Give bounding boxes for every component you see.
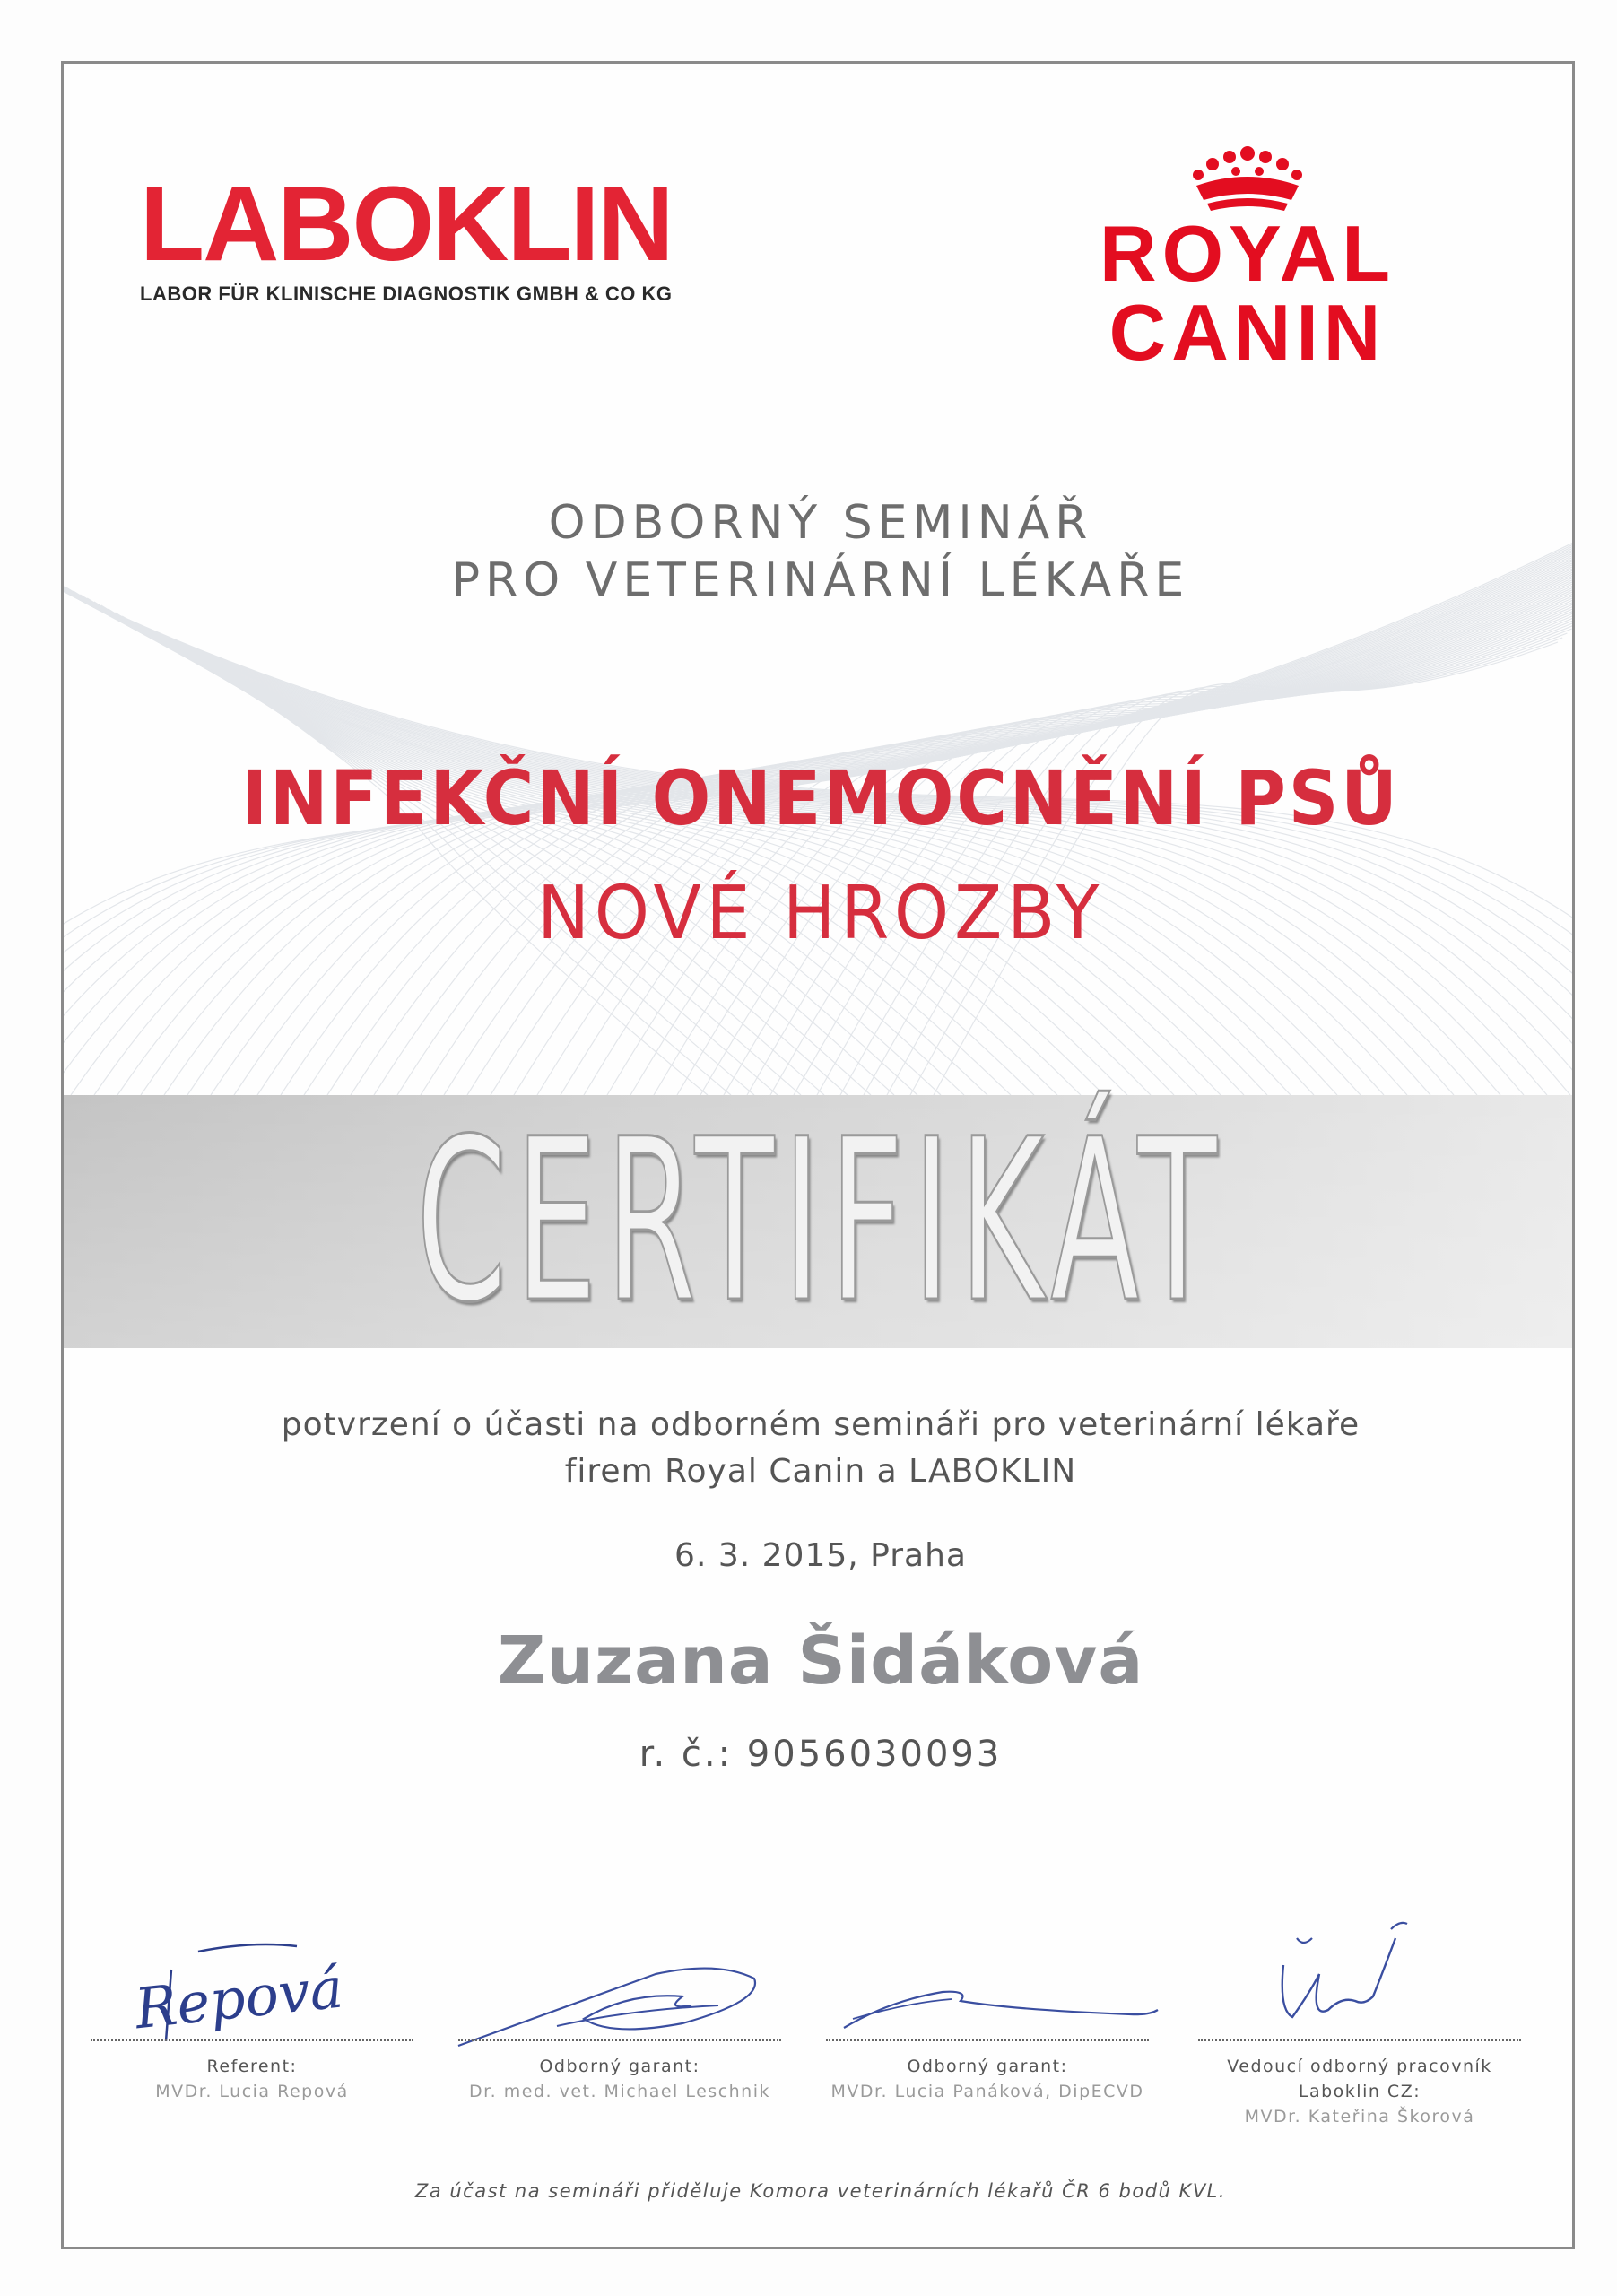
seminar-line-2: PRO VETERINÁRNÍ LÉKAŘE (451, 553, 1190, 607)
confirmation-line-1: potvrzení o účasti na odborném semináři pro veterinární lékaře (281, 1406, 1361, 1443)
certificate-frame (61, 61, 1575, 2249)
signatory-name: MVDr. Lucia Panáková, DipECVD (830, 2082, 1144, 2101)
signatory-garant-2 (826, 2039, 1149, 2104)
signature-repova-text: Repová (132, 1954, 346, 2041)
signature-panakova (835, 1974, 1176, 2046)
signature-line (1198, 2039, 1521, 2041)
laboklin-tagline: LABOR FÜR KLINISCHE DIAGNOSTIK GMBH & CO KG (140, 283, 673, 305)
signatory-garant-1 (458, 2039, 781, 2104)
seminar-heading (64, 494, 1575, 609)
royal-canin-logo (987, 144, 1508, 377)
signatory-role: Referent: (206, 2057, 298, 2076)
participant-name: Zuzana Šidáková (497, 1622, 1144, 1700)
certificate-word: CERTIFIKÁT (415, 1091, 1226, 1352)
crown-icon (1180, 144, 1315, 213)
signature-line (91, 2039, 413, 2041)
signature-skorova (1256, 1911, 1418, 2037)
laboklin-logo-text: LABOKLIN (140, 165, 673, 283)
signature-repova (117, 1934, 387, 2041)
laboklin-logo (140, 165, 673, 306)
signatory-head (1198, 2039, 1521, 2129)
footer-note: Za účast na semináři přiděluje Komora veterinárních lékařů ČR 6 bodů KVL. (414, 2180, 1227, 2202)
signatory-role: Odborný garant: (907, 2057, 1068, 2076)
date-place: 6. 3. 2015, Praha (674, 1537, 967, 1574)
signatory-referent (91, 2039, 413, 2104)
seminar-title: INFEKČNÍ ONEMOCNĚNÍ PSŮ (241, 754, 1400, 842)
participant-id: r. č.: 9056030093 (639, 1734, 1003, 1775)
signatory-role-2: Laboklin CZ: (1298, 2082, 1421, 2101)
seminar-line-1: ODBORNÝ SEMINÁŘ (548, 496, 1093, 550)
signatory-name: Dr. med. vet. Michael Leschnik (468, 2082, 771, 2101)
seminar-subtitle: NOVÉ HROZBY (536, 871, 1105, 956)
confirmation-text (64, 1402, 1575, 1495)
signatory-name: MVDr. Lucia Repová (155, 2082, 349, 2101)
signatory-name: MVDr. Kateřina Škorová (1244, 2107, 1475, 2126)
signature-line (458, 2039, 781, 2041)
confirmation-line-2: firem Royal Canin a LABOKLIN (564, 1453, 1077, 1490)
royal-canin-logo-text: ROYAL CANIN (1100, 209, 1395, 377)
signatory-role: Odborný garant: (539, 2057, 700, 2076)
signature-line (826, 2039, 1149, 2041)
signatory-role: Vedoucí odborný pracovník (1227, 2057, 1492, 2076)
